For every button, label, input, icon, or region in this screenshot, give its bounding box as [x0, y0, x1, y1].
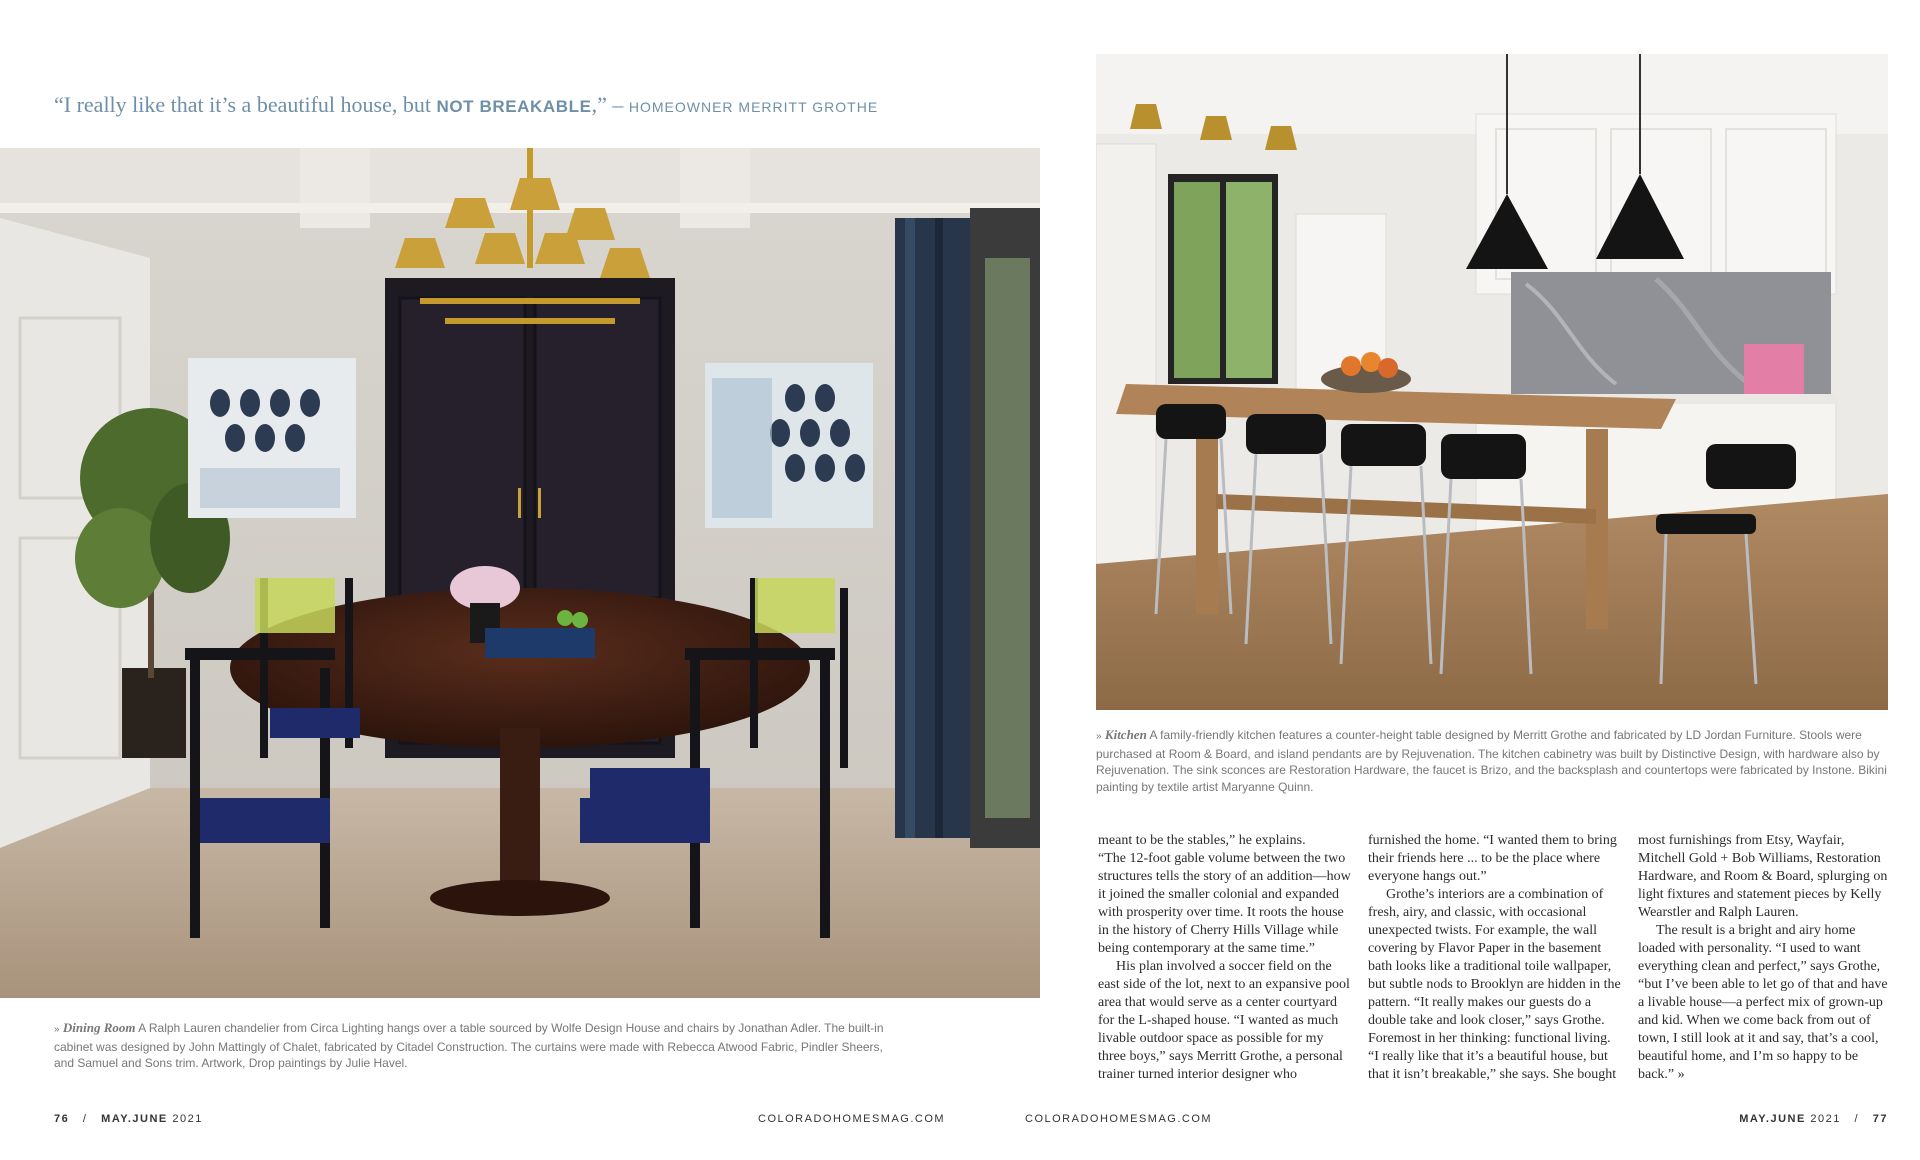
paragraph: His plan involved a soccer field on the east side of the lot, next to an expansive pool area that would serve as a center courtyard for the L-shaped house. “I wanted as much livable outdoor space as possible for my three boys,” says Merritt Grothe, a personal trainer turned interior designer who [1098, 959, 1350, 1082]
paragraph: The result is a bright and airy home loaded with personality. “I used to want everything clean and perfect,” says Grothe, “but I’ve been able to let go of that and have a livable house—a perfect mix of grown-up and kid. When we come back from out of town, I still look at it and say, that’s a cool, beautiful home, and I’m so happy to be back.” » [1638, 923, 1888, 1082]
caption-arrow-icon: » [54, 1024, 60, 1035]
paragraph: “The 12-foot gable volume between the two structures tells the story of an addition—how it joined the smaller colonial and expanded with prosperity over time. It roots the house in the history of Cherry Hills Village while being contemporary at the same time.” [1098, 851, 1351, 956]
dining-room-caption [54, 1020, 894, 1072]
pull-quote-text-start: “I really like that it’s a beautiful house, but [54, 92, 437, 117]
page-number-right: 77 [1872, 1113, 1888, 1125]
folio-left [54, 1113, 203, 1125]
kitchen-caption [1096, 727, 1888, 795]
pull-quote-text-end: ,” – [591, 92, 629, 117]
dining-room-illustration [0, 148, 1040, 998]
website-left: COLORADOHOMESMAG.COM [758, 1113, 946, 1125]
paragraph: meant to be the stables,” he explains. [1098, 833, 1306, 848]
issue-label: MAY.JUNE [1739, 1113, 1806, 1125]
pull-quote-attribution: HOMEOWNER MERRITT GROTHE [628, 99, 879, 115]
dining-caption-heading: Dining Room [62, 1020, 136, 1035]
issue-year: 2021 [1805, 1113, 1841, 1125]
body-column-2 [1368, 832, 1622, 1084]
page-number-left: 76 [54, 1113, 70, 1125]
body-column-1 [1098, 832, 1352, 1084]
kitchen-caption-text: A family-friendly kitchen features a counter-height table designed by Merritt Grothe and fabricated by LD Jordan Furniture. Stools were purchased at Room & Board, and island pendants are by Rejuvenation. The kitchen cabinetry was built by Distinctive Design, with hardware also by Rejuvenation. The sink sconces are Restoration Hardware, the faucet is Brizo, and the backsplash and countertops were fabricated by Instone. Bikini painting by textile artist Maryanne Quinn. [1096, 728, 1887, 794]
kitchen-illustration [1096, 54, 1888, 710]
caption-arrow-icon: » [1096, 731, 1102, 742]
pull-quote [54, 92, 1034, 118]
pull-quote-emphasis: NOT BREAKABLE [436, 97, 592, 116]
body-column-3 [1638, 832, 1892, 1084]
folio-separator: / [1854, 1113, 1860, 1125]
paragraph: most furnishings from Etsy, Wayfair, Mitchell Gold + Bob Williams, Restoration Hardware, and Room & Board, splurging on light fixtures and statement pieces by Kelly Wearstler and Ralph Lauren. [1638, 833, 1888, 920]
kitchen-photo [1096, 54, 1888, 710]
dining-caption-text: A Ralph Lauren chandelier from Circa Lighting hangs over a table sourced by Wolfe Design House and chairs by Jonathan Adler. The built-in cabinet was designed by John Mattingly of Chalet, fabricated by Citadel Construction. The curtains were made with Rebecca Atwood Fabric, Pindler Sheers, and Samuel and Sons trim. Artwork, Drop paintings by Julie Havel. [54, 1021, 884, 1070]
paragraph: furnished the home. “I wanted them to bring their friends here ... to be the place where everyone hangs out.” [1368, 833, 1617, 884]
kitchen-caption-heading: Kitchen [1104, 727, 1147, 742]
paragraph: Grothe’s interiors are a combination of fresh, airy, and classic, with occasional unexpected twists. For example, the wall covering by Flavor Paper in the basement bath looks like a traditional toile wallpaper, but subtle nods to Brooklyn are hidden in the pattern. “It really makes our guests do a double take and look closer,” says Grothe. Foremost in her thinking: functional living. “I really like that it’s a beautiful house, but that it isn’t breakable,” she says. She bought [1368, 887, 1621, 1082]
issue-label: MAY.JUNE [101, 1113, 168, 1125]
website-right: COLORADOHOMESMAG.COM [1025, 1113, 1213, 1125]
folio-separator: / [82, 1113, 88, 1125]
dining-room-photo [0, 148, 1040, 998]
issue-year: 2021 [167, 1113, 203, 1125]
folio-right [1739, 1113, 1888, 1125]
